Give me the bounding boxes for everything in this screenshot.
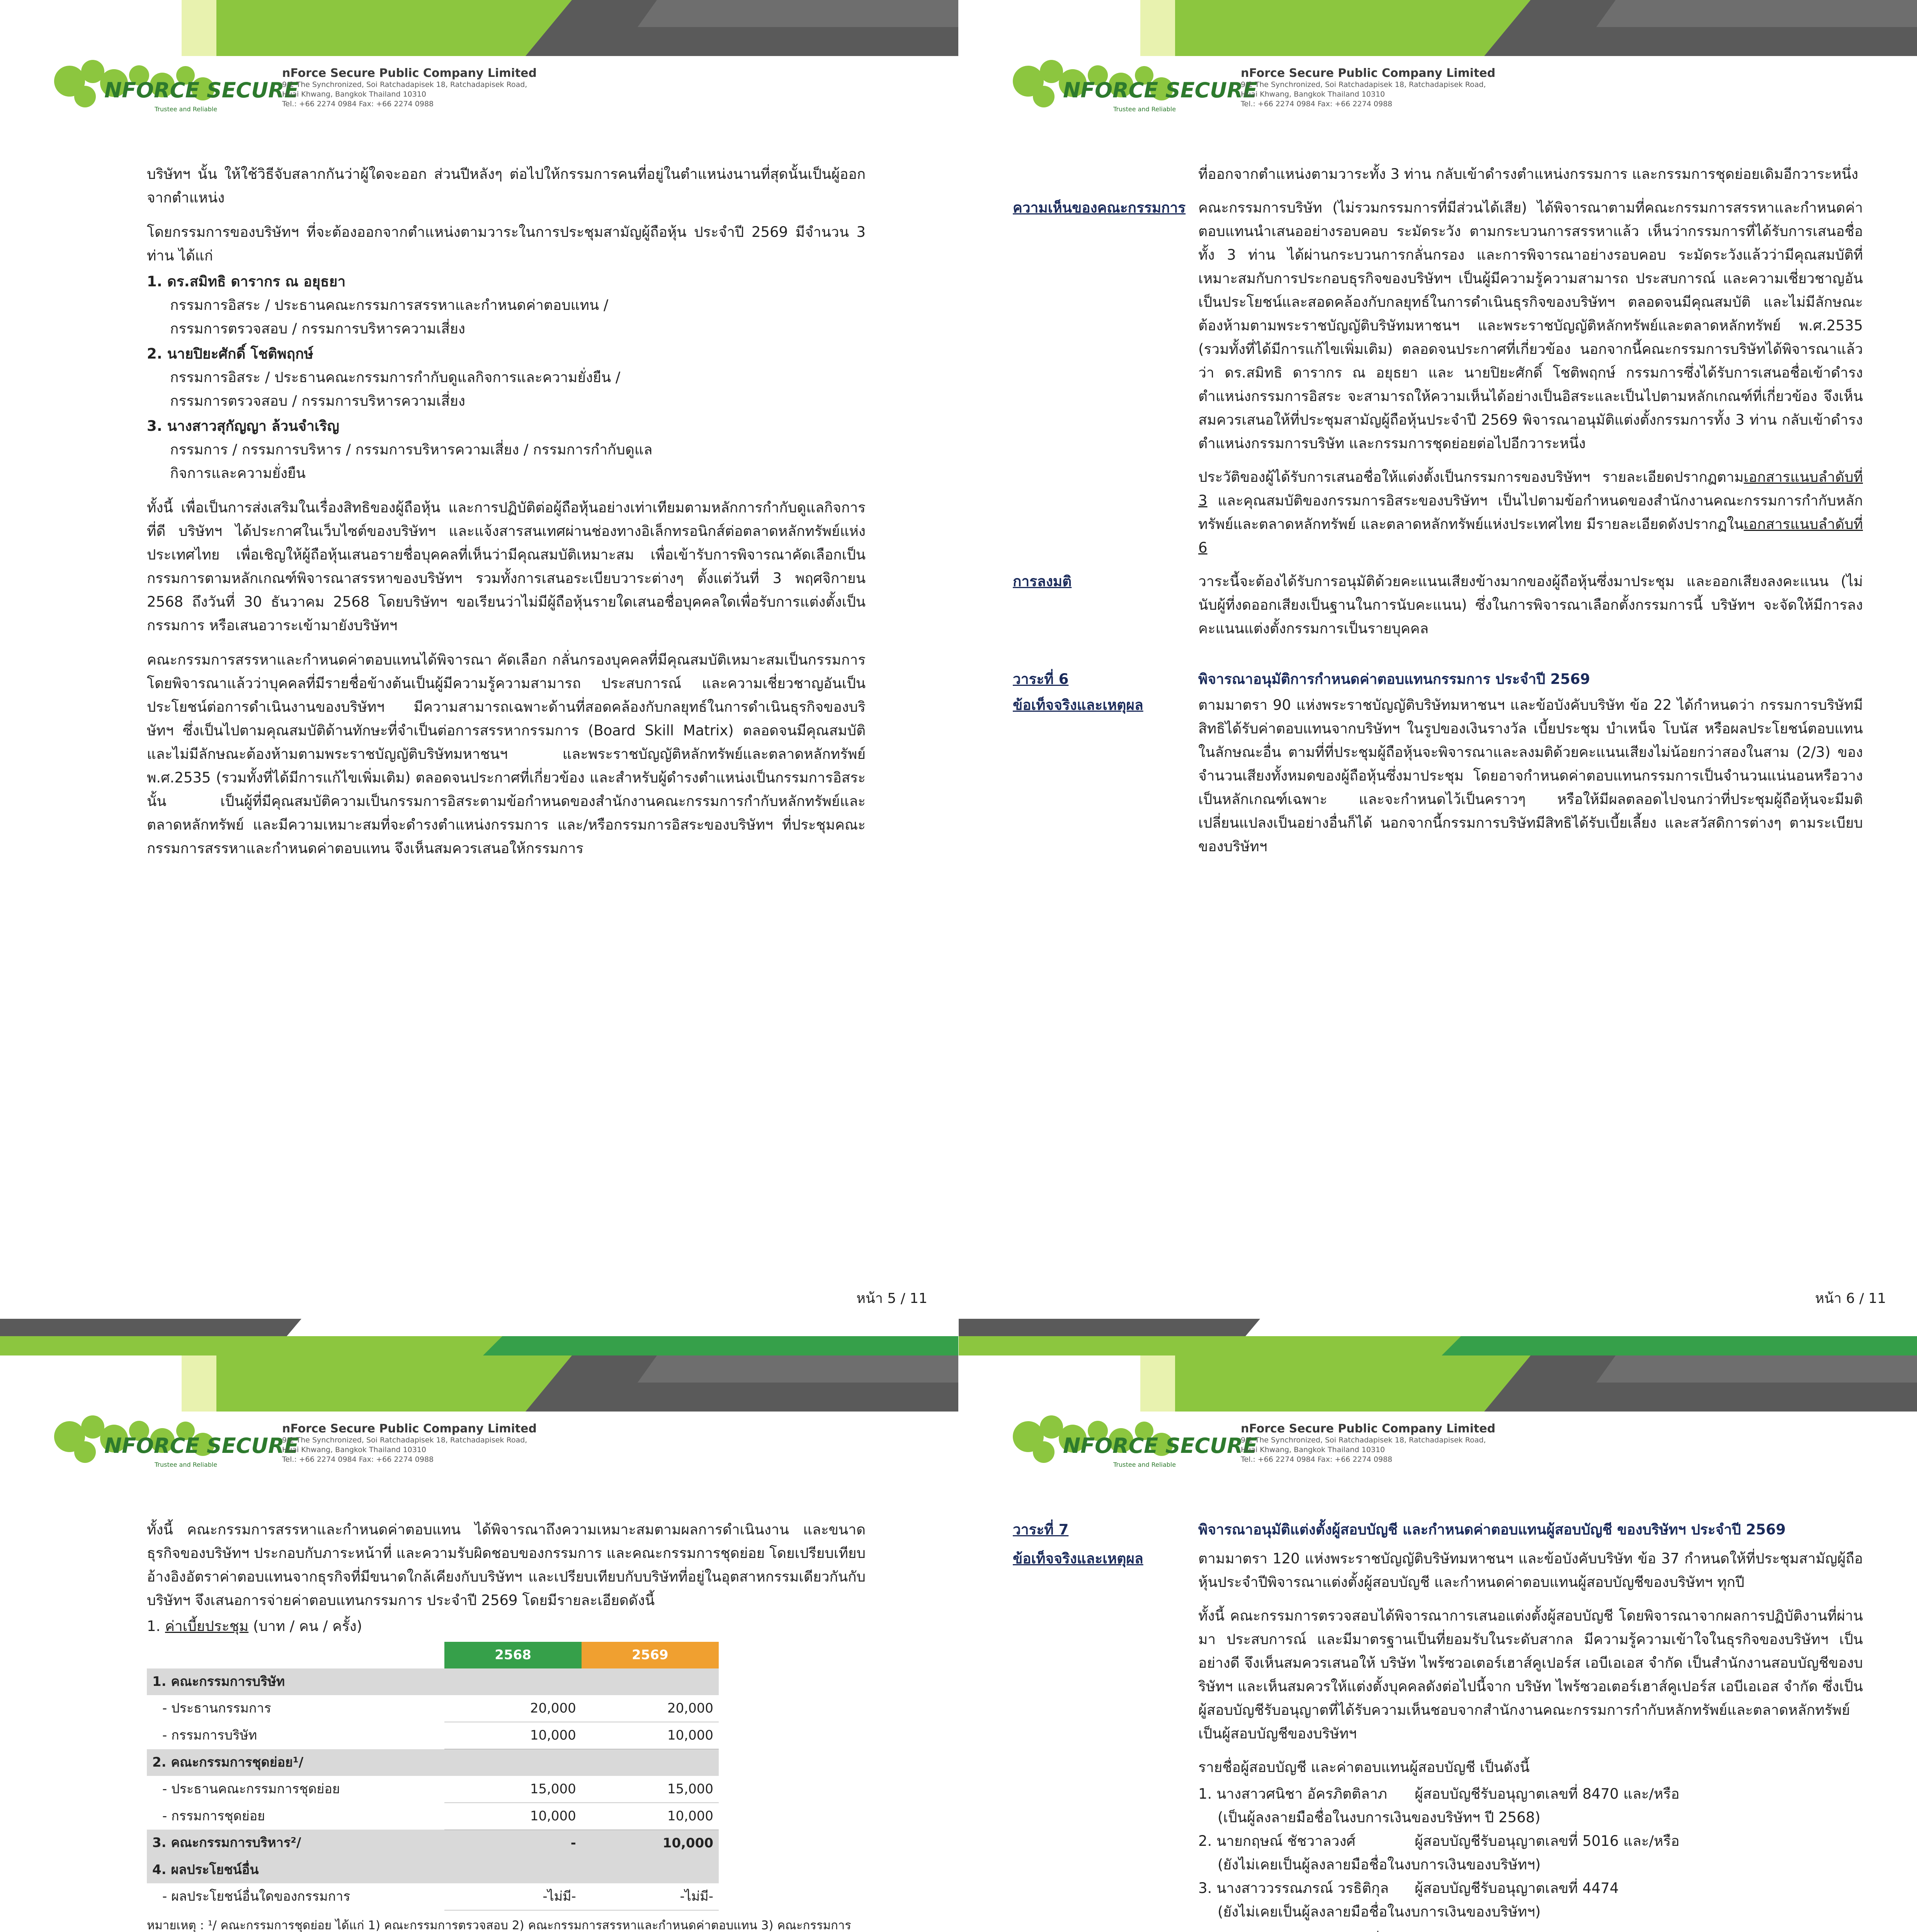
row-label: - กรรมการชุดย่อย bbox=[162, 1808, 265, 1824]
board-opinion-text: คณะกรรมการบริษัท (ไม่รวมกรรมการที่มีส่วนได้เสีย) ได้พิจารณาตามที่คณะกรรมการสรรหาและกำหนดค่าตอบแทนนำเสนออย่างรอบคอบ ระมัดระวัง ตามกระบวนการสรรหาแล้ว เห็นว่ากรรมการที่ได้รับการเสนอชื่อทั้ง 3 ท่าน ได้ผ่านกระบวนการกลั่นกรอง และการพิจารณาอย่างรอบคอบ ระมัดระวังแล้วว่ามีคุณสมบัติที่เหมาะสมกับการประกอบธุรกิจของบริษัทฯ เป็นผู้มีความรู้ความสามารถ ประสบการณ์ และความเชี่ยวชาญอันเป็นประโยชน์และสอดคล้องกับกลยุทธ์ในการดำเนินธุรกิจของบริษัทฯ ตลอดจนมีคุณสมบัติ และไม่มีลักษณะต้องห้ามตามพระราชบัญญัติบริษัทมหาชนฯ และพระราชบัญญัติหลักทรัพย์และตลาดหลักทรัพย์ พ.ศ.2535 (รวมทั้งที่ได้มีการแก้ไขเพิ่มเติม) ตลอดจนประกาศที่เกี่ยวข้อง นอกจากนี้คณะกรรมการบริษัทได้พิจารณาแล้วว่า ดร.สมิทธิ ดารากร ณ อยุธยา และ นายปิยะศักดิ์ โชติพฤกษ์ กรรมการซึ่งได้รับการเสนอชื่อเข้าดำรงตำแหน่งกรรมการอิสระ จะสามารถให้ความเห็นได้อย่างเป็นอิสระและเป็นไปตามหลักเกณฑ์ที่เกี่ยวข้อง จึงเห็นสมควรเสนอให้ที่ประชุมสามัญผู้ถือหุ้นประจำปี 2569 พิจารณาอนุมัติแต่งตั้งกรรมการทั้ง 3 ท่าน กลับเข้าดำรงตำแหน่งกรรมการบริษัท และกรรมการชุดย่อยต่อไปอีกวาระหนึ่ง bbox=[1198, 199, 1863, 452]
company-address-1: 9/2 The Synchronized, Soi Ratchadapisek 18, Ratchadapisek Road, bbox=[1241, 80, 1486, 89]
value-2569 bbox=[582, 1857, 719, 1883]
footer-band bbox=[959, 1319, 1917, 1355]
company-phone: Tel.: +66 2274 0984 Fax: +66 2274 0988 bbox=[282, 100, 434, 108]
page-8-sections bbox=[1013, 1518, 1863, 1932]
company-phone: Tel.: +66 2274 0984 Fax: +66 2274 0988 bbox=[1241, 1455, 1393, 1464]
paragraph: ที่ออกจากตำแหน่งตามวาระทั้ง 3 ท่าน กลับเข้าดำรงตำแหน่งกรรมการ และกรรมการชุดย่อยเดิมอีกวาระหนึ่ง bbox=[1198, 166, 1858, 182]
footer-band bbox=[0, 1319, 958, 1355]
auditors-intro: รายชื่อผู้สอบบัญชี และค่าตอบแทนผู้สอบบัญชี เป็นดังนี้ bbox=[1198, 1759, 1530, 1776]
facts-label: ข้อเท็จจริงและเหตุผล bbox=[1013, 697, 1143, 713]
meeting-fee-label: ค่าเบี้ยประชุม bbox=[165, 1618, 249, 1634]
facts-label: ข้อเท็จจริงและเหตุผล bbox=[1013, 1550, 1143, 1567]
row-label: 3. คณะกรรมการบริหาร²/ bbox=[147, 1830, 444, 1857]
facts-text: ตามมาตรา 120 แห่งพระราชบัญญัติบริษัทมหาชนฯ และข้อบังคับบริษัท ข้อ 37 กำหนดให้ที่ประชุมสามัญผู้ถือหุ้นประจำปีพิจารณาแต่งตั้งผู้สอบบัญชี และกำหนดค่าตอบแทนผู้สอบบัญชีของบริษัทฯ ทุกปี bbox=[1198, 1550, 1863, 1590]
table-row bbox=[147, 1776, 719, 1803]
agenda-label: วาระที่ 7 bbox=[1013, 1521, 1069, 1538]
header-band bbox=[0, 1355, 958, 1412]
agenda-6-heading bbox=[1013, 667, 1863, 691]
spacer bbox=[1013, 1929, 1198, 1932]
auditor-license: ผู้สอบบัญชีรับอนุญาตเลขที่ 5016 และ/หรือ bbox=[1415, 1833, 1680, 1849]
value-2568: -ไม่มี- bbox=[444, 1883, 581, 1910]
value-2568: 10,000 bbox=[444, 1722, 581, 1749]
value-2568: - bbox=[444, 1830, 581, 1857]
company-phone: Tel.: +66 2274 0984 Fax: +66 2274 0988 bbox=[282, 1455, 434, 1464]
board-opinion-label: ความเห็นของคณะกรรมการ bbox=[1013, 199, 1186, 216]
nforce-logo bbox=[1005, 1410, 1257, 1471]
item-number: 1. bbox=[147, 1618, 165, 1634]
row-label: 2. คณะกรรมการชุดย่อย¹/ bbox=[147, 1749, 444, 1776]
company-info bbox=[1241, 66, 1589, 109]
nforce-logo bbox=[46, 1410, 299, 1471]
company-address-1: 9/2 The Synchronized, Soi Ratchadapisek 18, Ratchadapisek Road, bbox=[282, 80, 527, 89]
paragraph: ทั้งนี้ เพื่อเป็นการส่งเสริมในเรื่องสิทธิของผู้ถือหุ้น และการปฏิบัติต่อผู้ถือหุ้นอย่างเท่าเทียมตามหลักการกำกับดูแลกิจการที่ดี บริษัทฯ ได้ประกาศในเว็บไซต์ของบริษัทฯ และแจ้งสารสนเทศผ่านช่องทางอิเล็กทรอนิกส์ต่อตลาดหลักทรัพย์แห่งประเทศไทย เพื่อเชิญให้ผู้ถือหุ้นเสนอรายชื่อบุคคลที่เห็นว่ามีคุณสมบัติเหมาะสม เพื่อเข้ารับการพิจารณาคัดเลือกเป็นกรรมการตามหลักเกณฑ์พิจารณาสรรหาของบริษัทฯ รวมทั้งการเสนอระเบียบวาระต่างๆ ตั้งแต่วันที่ 3 พฤศจิกายน 2568 ถึงวันที่ 30 ธันวาคม 2568 โดยบริษัทฯ ขอเรียนว่าไม่มีผู้ถือหุ้นรายใดเสนอชื่อบุคคลใดเพื่อรับการแต่งตั้งเป็นกรรมการ หรือเสนอวาระเข้ามายังบริษัทฯ bbox=[147, 499, 866, 634]
company-name: nForce Secure Public Company Limited bbox=[1241, 1422, 1495, 1435]
director-role: กรรมการอิสระ / ประธานคณะกรรมการกำกับดูแลกิจการและความยั่งยืน / bbox=[170, 369, 621, 386]
director-role: กิจการและความยั่งยืน bbox=[170, 465, 306, 481]
company-info bbox=[1241, 1422, 1589, 1464]
spacer bbox=[1013, 1604, 1198, 1745]
svg-text:NFORCE SECURE: NFORCE SECURE bbox=[104, 1434, 299, 1458]
company-info bbox=[282, 1422, 630, 1464]
svg-text:Trustee and Reliable: Trustee and Reliable bbox=[155, 105, 218, 113]
meeting-fee-unit: (บาท / คน / ครั้ง) bbox=[248, 1618, 362, 1634]
value-2568: 10,000 bbox=[444, 1803, 581, 1830]
blank-header bbox=[147, 1642, 444, 1668]
paragraph-row bbox=[1013, 1604, 1863, 1745]
company-address-1: 9/2 The Synchronized, Soi Ratchadapisek 18, Ratchadapisek Road, bbox=[1241, 1436, 1486, 1444]
value-2568 bbox=[444, 1749, 581, 1776]
director-role: กรรมการอิสระ / ประธานคณะกรรมการสรรหาและกำหนดค่าตอบแทน / bbox=[170, 297, 609, 313]
auditor-note: (ยังไม่เคยเป็นผู้ลงลายมือชื่อในงบการเงินของบริษัทฯ) bbox=[1218, 1856, 1541, 1873]
agenda-title: พิจารณาอนุมัติการกำหนดค่าตอบแทนกรรมการ ประจำปี 2569 bbox=[1198, 671, 1590, 687]
bio-text-2: และคุณสมบัติของกรรมการอิสระของบริษัทฯ เป็นไปตามข้อกำหนดของสำนักงานคณะกรรมการกำกับหลักทรัพย์และตลาดหลักทรัพย์ และตลาดหลักทรัพย์แห่งประเทศไทย มีรายละเอียดดังปรากฏใน bbox=[1198, 492, 1863, 532]
facts-section bbox=[1013, 693, 1863, 858]
value-2568: 20,000 bbox=[444, 1695, 581, 1722]
company-info bbox=[282, 66, 630, 109]
page-7-body bbox=[147, 1518, 866, 1932]
paragraph: ทั้งนี้ คณะกรรมการตรวจสอบได้พิจารณาการเสนอแต่งตั้งผู้สอบบัญชี โดยพิจารณาจากผลการปฏิบัติงานที่ผ่านมา ประสบการณ์ และมีมาตรฐานเป็นที่ยอมรับในระดับสากล มีความรู้ความเข้าใจในธุรกิจของบริษัทฯ เป็นอย่างดี จึงเห็นสมควรเสนอให้ บริษัท ไพร้ซวอเตอร์เฮาส์คูเปอร์ส เอบีเอเอส จำกัด เป็นสำนักงานสอบบัญชีของบริษัทฯ และเห็นสมควรให้แต่งตั้งบุคคลดังต่อไปนี้จาก บริษัท ไพร้ซวอเตอร์เฮาส์คูเปอร์ส เอบีเอเอส จำกัด ซึ่งเป็นผู้สอบบัญชีรับอนุญาตที่ได้รับความเห็นชอบจากสำนักงานคณะกรรมการกำกับหลักทรัพย์และตลาดหลักทรัพย์ เป็นผู้สอบบัญชีของบริษัทฯ bbox=[1198, 1607, 1863, 1742]
table-group-row bbox=[147, 1668, 719, 1695]
svg-text:NFORCE SECURE: NFORCE SECURE bbox=[1063, 1434, 1257, 1458]
value-2569: 20,000 bbox=[582, 1695, 719, 1722]
svg-text:Trustee and Reliable: Trustee and Reliable bbox=[155, 1461, 218, 1468]
bio-text-1: ประวัติของผู้ได้รับการเสนอชื่อให้แต่งตั้งเป็นกรรมการของบริษัทฯ รายละเอียดปรากฏตาม bbox=[1198, 469, 1744, 485]
auditor-name: 1. นางสาวศนิชา อัครภิตติลาภ bbox=[1198, 1786, 1387, 1802]
note-1: หมายเหตุ : ¹/ คณะกรรมการชุดย่อย ได้แก่ 1) คณะกรรมการตรวจสอบ 2) คณะกรรมการสรรหาและกำหนดค่าตอบแทน 3) คณะกรรมการ bbox=[147, 1918, 851, 1932]
table-group-row bbox=[147, 1749, 719, 1776]
value-2568 bbox=[444, 1668, 581, 1695]
paragraph: คณะกรรมการสรรหาและกำหนดค่าตอบแทนได้พิจารณา คัดเลือก กลั่นกรองบุคคลที่มีคุณสมบัติเหมาะสมเป็นกรรมการ โดยพิจารณาแล้วว่าบุคคลที่มีรายชื่อข้างต้นเป็นผู้มีความรู้ความสามารถ ประสบการณ์ และความเชี่ยวชาญอันเป็นประโยชน์ต่อการดำเนินงานของบริษัทฯ มีความสามารถเฉพาะด้านที่สอดคล้องกับกลยุทธ์ในการดำเนินธุรกิจของบริษัทฯ ซึ่งเป็นไปตามคุณสมบัติด้านทักษะที่จำเป็นต่อการสรรหากรรมการ (Board Skill Matrix) ตลอดจนมีคุณสมบัติ และไม่มีลักษณะต้องห้ามตามพระราชบัญญัติบริษัทมหาชนฯ และพระราชบัญญัติหลักทรัพย์และตลาดหลักทรัพย์ พ.ศ.2535 (รวมทั้งที่ได้มีการแก้ไขเพิ่มเติม) ตลอดจนประกาศที่เกี่ยวข้อง และสำหรับผู้ดำรงตำแหน่งเป็นกรรมการอิสระนั้น เป็นผู้ที่มีคุณสมบัติความเป็นกรรมการอิสระตามข้อกำหนดของสำนักงานคณะกรรมการกำกับหลักทรัพย์และตลาดหลักทรัพย์ และมีความเหมาะสมที่จะดำรงตำแหน่งกรรมการ และ/หรือกรรมการอิสระของบริษัทฯ ที่ประชุมคณะกรรมการสรรหาและกำหนดค่าตอบแทน จึงเห็นสมควรเสนอให้กรรมการ bbox=[147, 651, 866, 857]
meeting-fee-heading bbox=[147, 1614, 866, 1638]
director-role: กรรมการตรวจสอบ / กรรมการบริหารความเสี่ยง bbox=[170, 320, 465, 337]
paragraph: โดยกรรมการของบริษัทฯ ที่จะต้องออกจากตำแหน่งตามวาระในการประชุมสามัญผู้ถือหุ้น ประจำปี 2569 มีจำนวน 3 ท่าน ได้แก่ bbox=[147, 224, 866, 264]
svg-text:NFORCE SECURE: NFORCE SECURE bbox=[1063, 78, 1257, 102]
header-band bbox=[0, 0, 958, 56]
table-row bbox=[147, 1803, 719, 1830]
auditor-item bbox=[1198, 1876, 1863, 1900]
auditor-license: ผู้สอบบัญชีรับอนุญาตเลขที่ 4474 bbox=[1415, 1880, 1619, 1896]
auditor-name: 2. นายกฤษณ์ ชัชวาลวงศ์ bbox=[1198, 1833, 1356, 1849]
page-8 bbox=[959, 1355, 1917, 1932]
value-2569: 15,000 bbox=[582, 1776, 719, 1803]
svg-text:Trustee and Reliable: Trustee and Reliable bbox=[1113, 1461, 1176, 1468]
page-number: หน้า 6 / 11 bbox=[1815, 1291, 1886, 1306]
table-group-row bbox=[147, 1857, 719, 1883]
page-6 bbox=[959, 0, 1917, 1355]
company-address-2: Huai Khwang, Bangkok Thailand 10310 bbox=[282, 90, 427, 99]
company-name: nForce Secure Public Company Limited bbox=[282, 66, 537, 80]
row-label: - ผลประโยชน์อื่นใดของกรรมการ bbox=[162, 1888, 350, 1904]
company-address-2: Huai Khwang, Bangkok Thailand 10310 bbox=[1241, 1446, 1385, 1454]
vote-section bbox=[1013, 570, 1863, 640]
agenda-label: วาระที่ 6 bbox=[1013, 671, 1069, 687]
meeting-fee-table bbox=[147, 1642, 719, 1910]
bio-text bbox=[1198, 465, 1863, 560]
value-2569 bbox=[582, 1749, 719, 1776]
meeting-fee-rows bbox=[147, 1668, 719, 1910]
row-label: 4. ผลประโยชน์อื่น bbox=[147, 1857, 444, 1883]
value-2568: 15,000 bbox=[444, 1776, 581, 1803]
director-name: 3. นางสาวสุกัญญา ล้วนจำเริญ bbox=[147, 418, 339, 434]
page-number: หน้า 5 / 11 bbox=[856, 1291, 927, 1306]
table-group-row bbox=[147, 1830, 719, 1857]
row-label: - ประธานคณะกรรมการชุดย่อย bbox=[162, 1781, 340, 1797]
company-address-2: Huai Khwang, Bangkok Thailand 10310 bbox=[282, 1446, 427, 1454]
paragraph bbox=[1198, 1929, 1863, 1932]
value-2569: 10,000 bbox=[582, 1803, 719, 1830]
header-band bbox=[959, 1355, 1917, 1412]
table-row bbox=[147, 1722, 719, 1749]
director-name: 1. ดร.สมิทธิ ดารากร ณ อยุธยา bbox=[147, 273, 346, 290]
auditors-row bbox=[1013, 1755, 1863, 1923]
director-role: กรรมการตรวจสอบ / กรรมการบริหารความเสี่ยง bbox=[170, 393, 465, 409]
nforce-logo bbox=[46, 54, 299, 116]
company-address-2: Huai Khwang, Bangkok Thailand 10310 bbox=[1241, 90, 1385, 99]
auditor-item bbox=[1198, 1782, 1863, 1806]
auditor-name: 3. นางสาววรรณภรณ์ วรธิติกุล bbox=[1198, 1880, 1389, 1896]
row-label: 1. คณะกรรมการบริษัท bbox=[147, 1668, 444, 1695]
page-6-sections bbox=[1013, 162, 1863, 868]
value-2569: 10,000 bbox=[582, 1722, 719, 1749]
col-2568: 2568 bbox=[444, 1642, 581, 1668]
spacer bbox=[1013, 465, 1198, 560]
board-opinion-section bbox=[1013, 196, 1863, 455]
auditor-item bbox=[1198, 1829, 1863, 1853]
auditor-note: (ยังไม่เคยเป็นผู้ลงลายมือชื่อในงบการเงินของบริษัทฯ) bbox=[1218, 1903, 1541, 1920]
spacer bbox=[1013, 1755, 1198, 1923]
agenda-title: พิจารณาอนุมัติแต่งตั้งผู้สอบบัญชี และกำหนดค่าตอบแทนผู้สอบบัญชี ของบริษัทฯ ประจำปี 2569 bbox=[1198, 1521, 1786, 1538]
svg-text:Trustee and Reliable: Trustee and Reliable bbox=[1113, 105, 1176, 113]
company-name: nForce Secure Public Company Limited bbox=[1241, 66, 1495, 80]
col-2569: 2569 bbox=[582, 1642, 719, 1668]
auditor-note: (เป็นผู้ลงลายมือชื่อในงบการเงินของบริษัทฯ ปี 2568) bbox=[1218, 1809, 1541, 1826]
auditor-license: ผู้สอบบัญชีรับอนุญาตเลขที่ 8470 และ/หรือ bbox=[1415, 1786, 1680, 1802]
page-5 bbox=[0, 0, 958, 1355]
paragraph: ทั้งนี้ คณะกรรมการสรรหาและกำหนดค่าตอบแทน ได้พิจารณาถึงความเหมาะสมตามผลการดำเนินงาน และขนาดธุรกิจของบริษัทฯ ประกอบกับภาระหน้าที่ และความรับผิดชอบของกรรมการ และคณะกรรมการชุดย่อย โดยเปรียบเทียบอ้างอิงอัตราค่าตอบแทนจากธุรกิจที่มีขนาดใกล้เคียงกับบริษัทฯ และเปรียบเทียบกับบริษัทที่อยู่ในอุตสาหกรรมเดียวกันกับบริษัทฯ จึงเสนอการจ่ายค่าตอบแทนกรรมการ ประจำปี 2569 โดยมีรายละเอียดดังนี้ bbox=[147, 1521, 866, 1609]
page-5-body bbox=[147, 162, 866, 871]
facts-section bbox=[1013, 1547, 1863, 1594]
page-7 bbox=[0, 1355, 958, 1932]
row-label: - กรรมการบริษัท bbox=[162, 1728, 257, 1743]
vote-text: วาระนี้จะต้องได้รับการอนุมัติด้วยคะแนนเสียงข้างมากของผู้ถือหุ้นซึ่งมาประชุม และออกเสียงลงคะแนน (ไม่นับผู้ที่งดออกเสียงเป็นฐานในการนับคะแนน) ซึ่งในการพิจารณาเลือกตั้งกรรมการนี้ บริษัทฯ จะจัดให้มีการลงคะแนนแต่งตั้งกรรมการเป็นรายบุคคล bbox=[1198, 573, 1863, 637]
paragraph-row bbox=[1013, 1929, 1863, 1932]
company-phone: Tel.: +66 2274 0984 Fax: +66 2274 0988 bbox=[1241, 100, 1393, 108]
table-header-row bbox=[147, 1642, 719, 1668]
director-role: กรรมการ / กรรมการบริหาร / กรรมการบริหารความเสี่ยง / กรรมการกำกับดูแล bbox=[170, 441, 653, 458]
nforce-logo bbox=[1005, 54, 1257, 116]
agenda-7-heading bbox=[1013, 1518, 1863, 1541]
value-2569: 10,000 bbox=[582, 1830, 719, 1857]
row-label: - ประธานกรรมการ bbox=[162, 1701, 271, 1716]
auditor-list bbox=[1198, 1755, 1863, 1923]
attachment-link-6[interactable]: เอกสารแนบลำดับที่ 6 bbox=[1198, 516, 1863, 556]
director-name: 2. นายปิยะศักดิ์ โชติพฤกษ์ bbox=[147, 345, 313, 362]
table-row bbox=[147, 1883, 719, 1910]
facts-text: ตามมาตรา 90 แห่งพระราชบัญญัติบริษัทมหาชนฯ และข้อบังคับบริษัท ข้อ 22 ได้กำหนดว่า กรรมการบริษัทมีสิทธิได้รับค่าตอบแทนจากบริษัทฯ ในรูปของเงินรางวัล เบี้ยประชุม บำเหน็จ โบนัส หรือผลประโยชน์ตอบแทนในลักษณะอื่น ตามที่ที่ประชุมผู้ถือหุ้นจะพิจารณาและลงมติด้วยคะแนนเสียงไม่น้อยกว่าสองในสาม (2/3) ของจำนวนเสียงทั้งหมดของผู้ถือหุ้นซึ่งมาประชุม โดยอาจกำหนดค่าตอบแทนกรรมการเป็นจำนวนแน่นอนหรือวางเป็นหลักเกณฑ์เฉพาะ และจะกำหนดไว้เป็นคราวๆ หรือให้มีผลตลอดไปจนกว่าที่ประชุมผู้ถือหุ้นจะมีมติเปลี่ยนแปลงเป็นอย่างอื่นก็ได้ นอกจากนี้กรรมการบริษัทมีสิทธิได้รับเบี้ยเลี้ยง และสวัสดิการต่างๆ ตามระเบียบของบริษัทฯ bbox=[1198, 697, 1863, 855]
company-address-1: 9/2 The Synchronized, Soi Ratchadapisek 18, Ratchadapisek Road, bbox=[282, 1436, 527, 1444]
value-2569 bbox=[582, 1668, 719, 1695]
table-row bbox=[147, 1695, 719, 1722]
bio-section bbox=[1013, 465, 1863, 560]
paragraph: บริษัทฯ นั้น ให้ใช้วิธีจับสลากกันว่าผู้ใดจะออก ส่วนปีหลังๆ ต่อไปให้กรรมการคนที่อยู่ในตำแหน่งนานที่สุดนั้นเป็นผู้ออกจากตำแหน่ง bbox=[147, 166, 866, 206]
value-2569: -ไม่มี- bbox=[582, 1883, 719, 1910]
value-2568 bbox=[444, 1857, 581, 1883]
attachment-link-3[interactable]: เอกสารแนบลำดับที่ 3 bbox=[1198, 469, 1863, 509]
svg-text:NFORCE SECURE: NFORCE SECURE bbox=[104, 78, 299, 102]
vote-label: การลงมติ bbox=[1013, 573, 1072, 590]
spacer bbox=[1013, 162, 1198, 186]
company-name: nForce Secure Public Company Limited bbox=[282, 1422, 537, 1435]
header-band bbox=[959, 0, 1917, 56]
continuation-row bbox=[1013, 162, 1863, 186]
director-list bbox=[147, 270, 866, 485]
